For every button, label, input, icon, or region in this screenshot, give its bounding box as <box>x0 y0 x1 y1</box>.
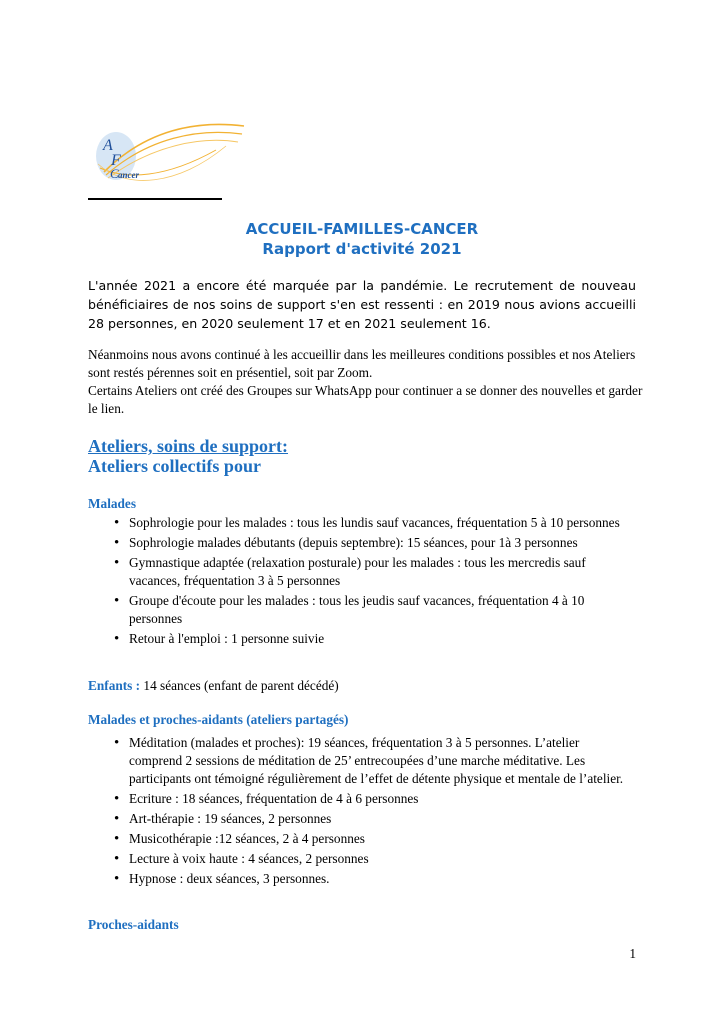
list-item: • Musicothérapie :12 séances, 2 à 4 personnes <box>114 830 634 848</box>
afc-logo <box>86 120 246 192</box>
list-item: • Hypnose : deux séances, 3 personnes. <box>114 870 634 888</box>
list-item: • Art-thérapie : 19 séances, 2 personnes <box>114 810 634 828</box>
svg-text:A: A <box>103 137 113 154</box>
page-number: 1 <box>629 946 636 961</box>
logo-underline <box>88 198 222 200</box>
paragraph-whatsapp: Certains Ateliers ont créé des Groupes sur WhatsApp pour continuer a se donner des nouvelles et garder le lien. <box>88 383 643 416</box>
subheading-enfants <box>88 678 339 694</box>
list-item: • Retour à l'emploi : 1 personne suivie <box>114 630 634 648</box>
subheading-malades-proches: Malades et proches-aidants (ateliers partagés) <box>88 712 349 727</box>
list-item: • Méditation (malades et proches): 19 séances, fréquentation 3 à 5 personnes. L’atelier comprend 2 sessions de méditation de 25’ entrecoupées d’une marche méditative. Les participants ont témoigné régulièrement de l’effet de détente physique et mentale de l’atelier. <box>114 734 634 788</box>
paragraph-continuity: Néanmoins nous avons continué à les accueillir dans les meilleures conditions possibles et nos Ateliers sont restés pérennes soit en présentiel, soit par Zoom. <box>88 347 636 380</box>
list-item: • Sophrologie pour les malades : tous les lundis sauf vacances, fréquentation 5 à 10 personnes <box>114 514 634 532</box>
list-item: • Ecriture : 18 séances, fréquentation de 4 à 6 personnes <box>114 790 634 808</box>
intro-paragraph: L'année 2021 a encore été marquée par la pandémie. Le recrutement de nouveau bénéficiaires de nos soins de support s'en est ressenti : en 2019 nous avions accueilli 28 personnes, en 2020 seulement 17 et en 2021 seulement 16. <box>88 278 636 331</box>
list-item: • Gymnastique adaptée (relaxation posturale) pour les malades : tous les mercredis sauf vacances, fréquentation 3 à 5 personnes <box>114 554 634 590</box>
document-title: ACCUEIL-FAMILLES-CANCER <box>245 220 479 238</box>
svg-text:F: F <box>111 152 121 169</box>
document-subtitle: Rapport d'activité 2021 <box>262 240 462 258</box>
enfants-text: 14 séances (enfant de parent décédé) <box>140 678 339 693</box>
subheading-malades: Malades <box>88 496 137 511</box>
svg-text:ancer: ancer <box>118 170 139 180</box>
section-heading-ateliers: Ateliers, soins de support: <box>88 436 289 456</box>
svg-text:C: C <box>110 166 119 181</box>
section-heading-collectifs: Ateliers collectifs pour <box>88 456 261 476</box>
list-item: • Sophrologie malades débutants (depuis septembre): 15 séances, pour 1à 3 personnes <box>114 534 634 552</box>
enfants-label: Enfants : <box>88 678 141 693</box>
list-item: • Groupe d'écoute pour les malades : tous les jeudis sauf vacances, fréquentation 4 à 10 personnes <box>114 592 634 628</box>
malades-proches-list <box>114 734 634 890</box>
subheading-proches-aidants: Proches-aidants <box>88 917 179 932</box>
list-item: • Lecture à voix haute : 4 séances, 2 personnes <box>114 850 634 868</box>
malades-list <box>114 514 634 650</box>
